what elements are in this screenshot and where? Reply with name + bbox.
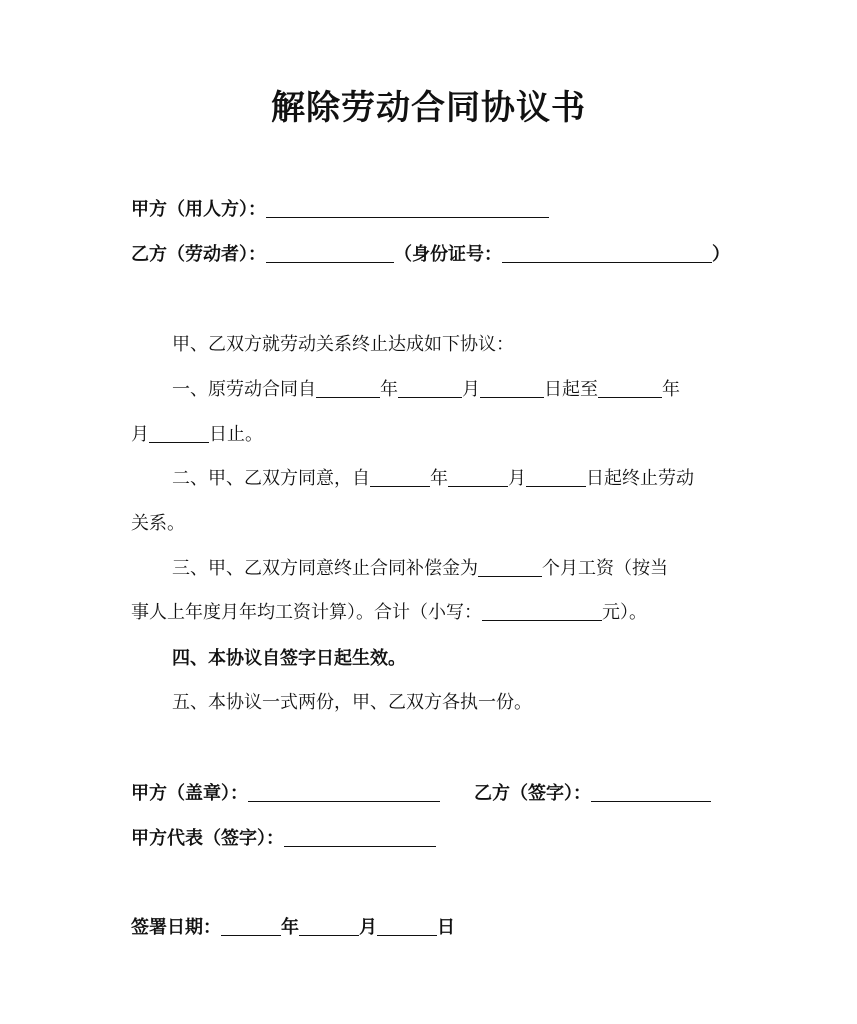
year-label: 年 bbox=[380, 379, 398, 400]
start-month-field[interactable] bbox=[398, 379, 462, 398]
start-year-field[interactable] bbox=[316, 379, 380, 398]
month-label: 月 bbox=[462, 379, 480, 400]
month-label: 月 bbox=[131, 424, 149, 445]
sign-month-field[interactable] bbox=[299, 917, 359, 936]
compensation-amount-field[interactable] bbox=[482, 602, 602, 621]
clause-3-line-2 bbox=[131, 601, 647, 625]
party-a-label: 甲方（用人方）： bbox=[131, 199, 266, 220]
clause-3-text: 三、甲、乙双方同意终止合同补偿金为 bbox=[172, 558, 478, 579]
clause-2-line-2: 关系。 bbox=[131, 513, 185, 534]
party-b-line bbox=[131, 243, 730, 267]
clause-1-line-2 bbox=[131, 423, 263, 447]
sign-date-line bbox=[131, 916, 455, 940]
termination-month-field[interactable] bbox=[448, 468, 508, 487]
month-label: 月 bbox=[359, 917, 377, 938]
party-b-name-field[interactable] bbox=[266, 244, 394, 263]
clause-1-text: 一、原劳动合同自 bbox=[172, 379, 316, 400]
representative-label: 甲方代表（签字）： bbox=[131, 828, 284, 849]
party-b-id-close: ） bbox=[712, 244, 730, 265]
clause-3-line-1 bbox=[172, 557, 668, 581]
clause-1-line-1 bbox=[172, 378, 680, 402]
intro-paragraph: 甲、乙双方就劳动关系终止达成如下协议： bbox=[172, 334, 514, 355]
clause-2-line-1 bbox=[172, 467, 694, 491]
document-title: 解除劳动合同协议书 bbox=[271, 88, 586, 128]
sign-day-field[interactable] bbox=[377, 917, 437, 936]
termination-year-field[interactable] bbox=[370, 468, 430, 487]
end-month-field[interactable] bbox=[149, 424, 209, 443]
party-b-sign-line bbox=[474, 782, 711, 806]
month-label: 月 bbox=[508, 468, 526, 489]
party-a-seal-field[interactable] bbox=[248, 783, 440, 802]
representative-line bbox=[131, 827, 436, 851]
party-b-id-field[interactable] bbox=[502, 244, 712, 263]
sign-year-field[interactable] bbox=[221, 917, 281, 936]
clause-5: 五、本协议一式两份，甲、乙双方各执一份。 bbox=[172, 692, 532, 713]
representative-sign-field[interactable] bbox=[284, 828, 436, 847]
party-a-seal-label: 甲方（盖章）： bbox=[131, 783, 248, 804]
party-b-sign-label: 乙方（签字）： bbox=[474, 783, 591, 804]
start-day-field[interactable] bbox=[480, 379, 544, 398]
clause-3-total-text: 事人上年度月年均工资计算）。合计（小写： bbox=[131, 602, 482, 623]
year-label: 年 bbox=[281, 917, 299, 938]
day-label: 日 bbox=[437, 917, 455, 938]
party-a-name-field[interactable] bbox=[266, 199, 549, 218]
party-b-sign-field[interactable] bbox=[591, 783, 711, 802]
clause-4: 四、本协议自签字日起生效。 bbox=[172, 648, 406, 669]
year-label: 年 bbox=[662, 379, 680, 400]
currency-unit: 元）。 bbox=[602, 602, 647, 623]
party-b-id-label: （身份证号： bbox=[394, 244, 502, 265]
clause-1-end-text: 日止。 bbox=[209, 424, 263, 445]
termination-day-field[interactable] bbox=[526, 468, 586, 487]
year-label: 年 bbox=[430, 468, 448, 489]
clause-3-text-end: 个月工资（按当 bbox=[542, 558, 668, 579]
clause-2-text-end: 日起终止劳动 bbox=[586, 468, 694, 489]
party-a-line bbox=[131, 198, 549, 222]
sign-date-label: 签署日期： bbox=[131, 917, 221, 938]
clause-2-text: 二、甲、乙双方同意，自 bbox=[172, 468, 370, 489]
end-year-field[interactable] bbox=[598, 379, 662, 398]
party-b-label: 乙方（劳动者）： bbox=[131, 244, 266, 265]
compensation-months-field[interactable] bbox=[478, 558, 542, 577]
day-label: 日起至 bbox=[544, 379, 598, 400]
party-a-seal-line bbox=[131, 782, 440, 806]
